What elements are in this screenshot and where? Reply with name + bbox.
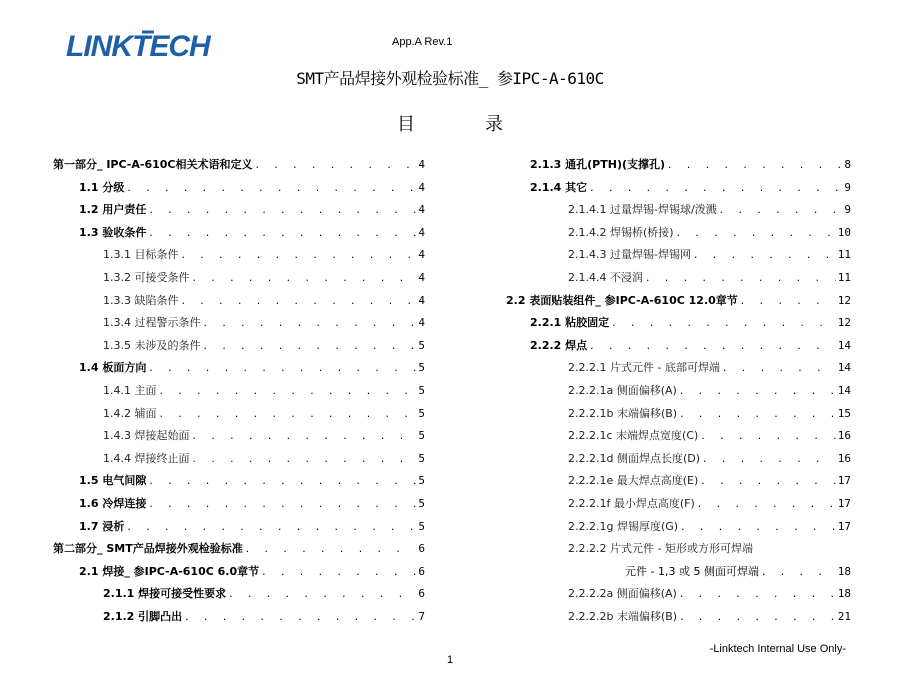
toc-entry-page: 17 — [837, 519, 851, 533]
toc-entry-label: 1.3.3 缺陷条件 — [103, 293, 179, 307]
toc-entry-page: 15 — [837, 406, 851, 420]
toc-entry-page: 17 — [837, 496, 851, 510]
toc-entry[interactable] — [488, 472, 851, 495]
toc-entry-page: 5 — [418, 429, 425, 443]
toc-entry[interactable] — [488, 540, 851, 563]
dot-leader — [702, 451, 836, 469]
toc-entry-page: 6 — [418, 542, 425, 556]
toc-entry-page: 4 — [418, 316, 425, 330]
page-number: 1 — [446, 654, 454, 666]
dot-leader — [667, 157, 842, 175]
dot-leader — [148, 496, 416, 514]
toc-entry[interactable] — [53, 337, 425, 360]
dot-leader — [228, 586, 416, 604]
toc-entry-page: 5 — [418, 406, 425, 420]
toc-entry-page: 5 — [418, 474, 425, 488]
toc-entry-page: 18 — [837, 564, 851, 578]
toc-entry[interactable] — [53, 472, 425, 495]
dot-leader — [693, 247, 836, 265]
dot-leader — [192, 270, 417, 288]
toc-entry[interactable] — [488, 359, 851, 382]
toc-entry[interactable] — [488, 427, 851, 450]
toc-entry[interactable] — [53, 495, 425, 518]
toc-entry[interactable] — [488, 585, 851, 608]
dot-leader — [159, 383, 417, 401]
toc-entry[interactable] — [488, 314, 851, 337]
toc-entry-page: 5 — [418, 361, 425, 375]
toc-entry-page: 16 — [837, 429, 851, 443]
toc-entry[interactable] — [488, 450, 851, 473]
brand-logo — [66, 28, 216, 60]
dot-leader — [679, 383, 836, 401]
toc-entry-label: 1.4.1 主面 — [103, 383, 157, 397]
toc-entry-label: 1.1 分级 — [79, 180, 125, 194]
toc-entry-page: 5 — [418, 338, 425, 352]
dot-leader — [676, 225, 836, 243]
toc-entry-label: 2.1.3 通孔(PTH)(支撑孔) — [530, 158, 666, 171]
toc-entry[interactable] — [53, 563, 425, 586]
document-title: SMT产品焊接外观检验标准_ 参IPC-A-610C — [296, 69, 604, 88]
toc-entry[interactable] — [53, 518, 425, 541]
toc-entry[interactable] — [53, 246, 425, 269]
toc-entry-label: 1.3.2 可接受条件 — [103, 270, 190, 284]
dot-leader — [192, 451, 417, 469]
dot-leader — [680, 519, 836, 537]
toc-entry[interactable] — [488, 495, 851, 518]
dot-leader — [159, 406, 417, 424]
toc-entry-label: 2.1.4.4 不浸润 — [568, 270, 643, 284]
toc-entry-page: 4 — [418, 293, 425, 307]
dot-leader — [181, 247, 417, 265]
toc-entry-label: 2.2.2.1 片式元件 - 底部可焊端 — [568, 361, 720, 375]
toc-column-left — [53, 156, 425, 630]
toc-entry[interactable] — [488, 405, 851, 428]
toc-entry-page: 5 — [418, 451, 425, 465]
dot-leader — [203, 315, 417, 333]
toc-entry-page: 21 — [837, 609, 851, 623]
toc-entry-label: 2.2.2.1c 末端焊点宽度(C) — [568, 429, 699, 443]
dot-leader — [719, 202, 843, 220]
toc-entry-page: 4 — [418, 248, 425, 262]
toc-entry-page: 4 — [418, 225, 425, 239]
toc-entry-label: 1.5 电气间隙 — [79, 474, 147, 488]
toc-entry-label: 1.4 板面方向 — [79, 361, 147, 375]
toc-entry-page: 5 — [418, 383, 425, 397]
toc-entry-label: 第二部分_ SMT产品焊接外观检验标准 — [53, 542, 243, 556]
toc-entry-label: 2.2.1 粘胶固定 — [530, 316, 610, 330]
dot-leader — [697, 496, 836, 514]
dot-leader — [148, 225, 416, 243]
toc-entry-label: 元件 - 1,3 或 5 侧面可焊端 — [625, 564, 759, 578]
dot-leader — [184, 609, 416, 627]
toc-entry-label: 2.2.2.1g 焊锡厚度(G) — [568, 519, 679, 533]
dot-leader — [148, 473, 416, 491]
toc-entry-label: 2.1.2 引脚凸出 — [103, 609, 183, 623]
svg-text:LINKTECH: LINKTECH — [66, 30, 210, 60]
dot-leader — [126, 180, 416, 198]
dot-leader — [255, 157, 417, 175]
toc-entry-label: 1.4.2 辅面 — [103, 406, 157, 420]
footer-note: -Linktech Internal Use Only- — [709, 643, 846, 655]
toc-entry[interactable] — [53, 608, 425, 631]
toc-entry[interactable] — [53, 314, 425, 337]
toc-entry-label: 2.2 表面贴装组件_ 参IPC-A-610C 12.0章节 — [506, 293, 738, 307]
dot-leader — [148, 202, 416, 220]
toc-entry-page: 5 — [418, 496, 425, 510]
toc-entry-label: 第一部分_ IPC-A-610C相关术语和定义 — [53, 158, 253, 171]
toc-entry-page: 18 — [837, 587, 851, 601]
toc-entry[interactable] — [488, 608, 851, 631]
toc-entry[interactable] — [488, 292, 851, 315]
toc-entry-label: 1.3.4 过程警示条件 — [103, 316, 201, 330]
toc-entry-label: 2.2.2.1d 侧面焊点长度(D) — [568, 451, 701, 465]
toc-entry-label: 1.4.4 焊接终止面 — [103, 451, 190, 465]
dot-leader — [611, 315, 836, 333]
toc-entry[interactable] — [53, 201, 425, 224]
dot-leader — [589, 338, 836, 356]
toc-entry-page: 7 — [418, 609, 425, 623]
toc-entry-page: 14 — [837, 361, 851, 375]
toc-entry-label: 2.2.2.2a 侧面偏移(A) — [568, 587, 677, 601]
dot-leader — [679, 586, 836, 604]
toc-entry-label: 2.1.4.3 过量焊锡-焊锡网 — [568, 248, 691, 262]
toc-heading: 目录 — [397, 114, 573, 135]
toc-entry[interactable] — [488, 563, 851, 586]
toc-entry-label: 1.3 验收条件 — [79, 225, 147, 239]
toc-entry-label: 2.2.2.1b 末端偏移(B) — [568, 406, 678, 420]
dot-leader — [740, 293, 836, 311]
dot-leader — [679, 406, 836, 424]
toc-entry-page: 16 — [837, 451, 851, 465]
toc-entry-label: 2.1.1 焊接可接受性要求 — [103, 587, 227, 601]
dot-leader — [700, 473, 835, 491]
dot-leader — [700, 428, 835, 446]
toc-entry-label: 2.2.2.1a 侧面偏移(A) — [568, 383, 677, 397]
dot-leader — [203, 338, 417, 356]
revision-label: App.A Rev.1 — [392, 36, 453, 48]
toc-entry[interactable] — [488, 269, 851, 292]
toc-entry-label: 2.2.2 焊点 — [530, 338, 588, 352]
toc-entry[interactable] — [53, 156, 425, 179]
toc-entry-page: 4 — [418, 203, 425, 217]
toc-entry[interactable] — [53, 405, 425, 428]
toc-entry[interactable] — [488, 201, 851, 224]
toc-entry-label: 2.2.2.1e 最大焊点高度(E) — [568, 474, 699, 488]
dot-leader — [181, 293, 417, 311]
toc-entry[interactable] — [53, 540, 425, 563]
dot-leader — [261, 564, 416, 582]
toc-entry-page: 5 — [418, 519, 425, 533]
toc-entry-page: 8 — [844, 158, 851, 171]
toc-entry[interactable] — [488, 337, 851, 360]
toc-entry[interactable] — [488, 179, 851, 202]
toc-entry-page: 17 — [837, 474, 851, 488]
dot-leader — [192, 428, 417, 446]
toc-entry-label: 2.1.4.1 过量焊锡-焊锡球/泼溅 — [568, 203, 717, 217]
toc-entry-page: 9 — [844, 203, 851, 217]
toc-entry-page: 10 — [837, 225, 851, 239]
toc-entry[interactable] — [53, 179, 425, 202]
linktech-logo — [66, 28, 216, 60]
toc-entry-label: 1.2 用户责任 — [79, 203, 147, 217]
toc-entry[interactable] — [488, 382, 851, 405]
toc-entry-label: 2.1 焊接_ 参IPC-A-610C 6.0章节 — [79, 564, 260, 578]
toc-entry-page: 12 — [837, 293, 851, 307]
toc-entry-label: 2.2.2.2 片式元件 - 矩形或方形可焊端 — [568, 542, 753, 556]
toc-entry-label: 2.2.2.2b 末端偏移(B) — [568, 609, 678, 623]
dot-leader — [761, 564, 836, 582]
toc-entry-page: 4 — [418, 158, 425, 171]
toc-entry[interactable] — [53, 224, 425, 247]
toc-entry[interactable] — [53, 427, 425, 450]
toc-entry-label: 1.4.3 焊接起始面 — [103, 429, 190, 443]
toc-entry[interactable] — [488, 246, 851, 269]
dot-leader — [589, 180, 842, 198]
toc-entry[interactable] — [53, 585, 425, 608]
toc-entry-page: 11 — [837, 248, 851, 262]
toc-entry-page: 14 — [837, 383, 851, 397]
dot-leader — [126, 519, 416, 537]
toc-entry-page: 6 — [418, 587, 425, 601]
dot-leader — [679, 609, 836, 627]
toc-entry[interactable] — [488, 518, 851, 541]
toc-entry[interactable] — [53, 292, 425, 315]
toc-entry-label: 1.3.1 目标条件 — [103, 248, 179, 262]
toc-entry-label: 2.1.4.2 焊锡桥(桥接) — [568, 225, 674, 239]
toc-entry[interactable] — [53, 359, 425, 382]
toc-entry-page: 6 — [418, 564, 425, 578]
toc-entry-page: 4 — [418, 180, 425, 194]
toc-entry-label: 1.6 冷焊连接 — [79, 496, 147, 510]
toc-entry-label: 2.1.4 其它 — [530, 180, 588, 194]
dot-leader — [148, 360, 416, 378]
dot-leader — [722, 360, 836, 378]
toc-entry[interactable] — [53, 269, 425, 292]
toc-entry[interactable] — [488, 156, 851, 179]
dot-leader — [245, 541, 417, 559]
toc-entry-page: 4 — [418, 270, 425, 284]
toc-column-right — [488, 156, 851, 630]
toc-entry[interactable] — [488, 224, 851, 247]
toc-entry-page: 11 — [837, 270, 851, 284]
toc-entry[interactable] — [53, 382, 425, 405]
toc-entry-page: 12 — [837, 316, 851, 330]
toc-entry-page: 9 — [844, 180, 851, 194]
toc-entry[interactable] — [53, 450, 425, 473]
toc-entry-label: 1.3.5 未涉及的条件 — [103, 338, 201, 352]
toc-entry-label: 1.7 浸析 — [79, 519, 125, 533]
toc-entry-page: 14 — [837, 338, 851, 352]
dot-leader — [645, 270, 836, 288]
toc-entry-label: 2.2.2.1f 最小焊点高度(F) — [568, 496, 695, 510]
